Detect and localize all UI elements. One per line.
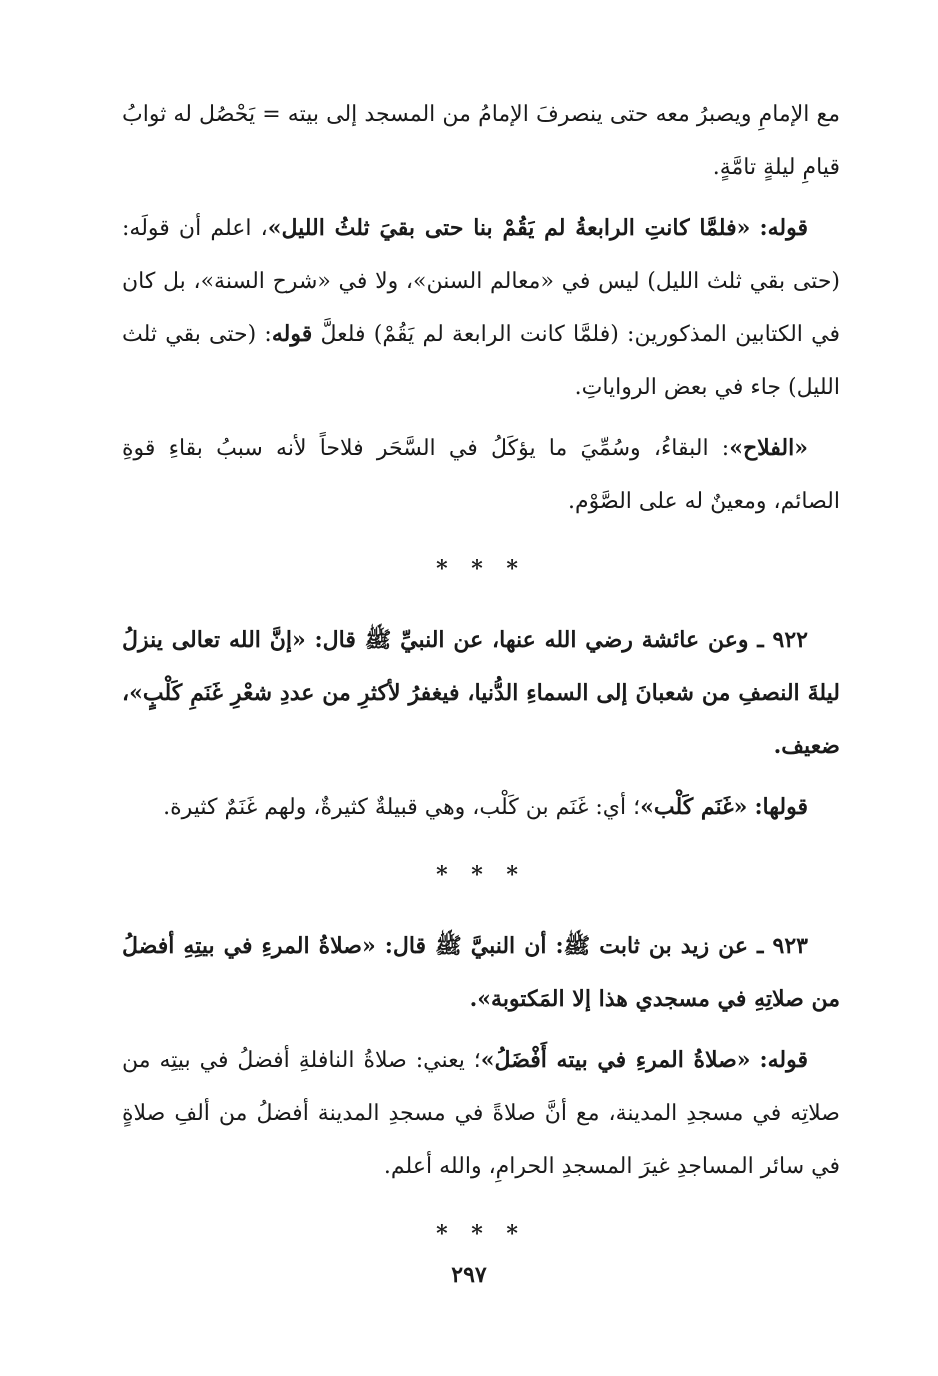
section-separator: * * *: [436, 556, 526, 582]
page-body: [122, 88, 840, 1279]
lead-word: قوله: [271, 321, 313, 347]
paragraph-commentary-night: [122, 202, 840, 414]
defined-term: «الفلاح»: [729, 435, 808, 461]
paragraph-falah: [122, 422, 840, 528]
hadith-text: ٩٢٢ ـ وعن عائشة رضي الله عنها، عن النبيِّ ﷺ قال: «إنَّ الله تعالى ينزلُ ليلةَ النصفِ من شعبانَ إلى السماءِ الدُّنيا، فيغفرُ لأكثرِ من عددِ شعْرِ غَنَمِ كَلْبٍ»، ضعيف.: [122, 627, 840, 759]
paragraph-commentary-prayer: [122, 1034, 840, 1193]
paragraph-continuation: [122, 88, 840, 194]
definition-text: : البقاءُ، وسُمِّيَ ما يؤكَلُ في السَّحَر فلاحاً لأنه سببُ بقاءِ قوةِ الصائم، ومعينٌ له على الصَّوْم.: [122, 436, 840, 514]
commentary-text: ؛ أي: غَنَم بن كَلْب، وهي قبيلةٌ كثيرةٌ، ولهم غَنَمٌ كثيرة.: [163, 795, 641, 820]
lead-word: قولها:: [754, 794, 808, 820]
hadith-923: [122, 920, 840, 1026]
quoted-phrase: «صلاةُ المرءِ في بيته أَفْضَلُ»: [480, 1047, 751, 1073]
section-separator: * * *: [436, 1221, 526, 1247]
section-separator: * * *: [436, 862, 526, 888]
quoted-phrase: «غَنَم كَلْب»: [640, 794, 748, 820]
page-number: ٢٩٧: [451, 1262, 487, 1288]
paragraph-text: مع الإمامِ ويصبرُ معه حتى ينصرفَ الإمامُ من المسجد إلى بيته = يَحْصُل له ثوابُ قيامِ ليلةٍ تامَّةٍ.: [122, 102, 840, 180]
quoted-hadith: «فلمَّا كانتِ الرابعةُ لم يَقُمْ بنا حتى بقيَ ثلثُ الليل»: [267, 215, 751, 241]
lead-word: قوله:: [759, 1047, 808, 1073]
commentary-text: ؛ يعني: صلاةُ النافلةِ أفضلُ في بيتِه من صلاتِه في مسجدِ المدينة، مع أنَّ صلاةً في مسجدِ المدينة أفضلُ من ألفِ صلاةٍ في سائر المساجدِ غيرَ المسجدِ الحرامِ، والله أعلم.: [122, 1048, 840, 1179]
hadith-922: [122, 614, 840, 773]
paragraph-commentary-ghanam: [122, 781, 840, 834]
commentary-text: : (حتى بقي ثلث الليل) جاء في بعض الرواياتِ.: [122, 322, 840, 400]
lead-word: قوله:: [759, 215, 809, 241]
commentary-text: ، اعلم أن قولَه: (حتى بقي ثلث الليل) ليس في «معالم السنن»، ولا في «شرح السنة»، بل كان في الكتابين المذكورين: (فلمَّا كانت الرابعة لم يَقُمْ) فلعلَّ: [122, 216, 840, 347]
hadith-text: ٩٢٣ ـ عن زيد بن ثابت ﷺ: أن النبيَّ ﷺ قال: «صلاةُ المرءِ في بيتِهِ أفضلُ من صلاتِهِ في مسجدي هذا إلا المَكتوبة».: [122, 933, 840, 1012]
